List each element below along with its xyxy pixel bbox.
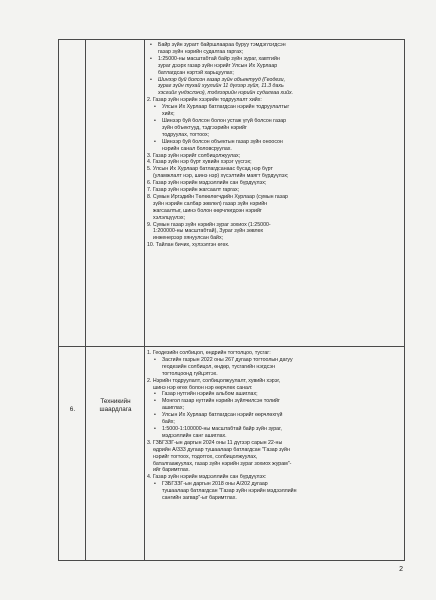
text-line: • Засгийн газрын 2022 оны 267 дугаар тогтоолын дагуу: [145, 357, 400, 364]
text-line: геодезийн солбицол, өндөр, тусгагийн нэгдсэн: [162, 363, 275, 370]
row-divider: [59, 346, 404, 347]
text-line: газар зүйн нэрийн судалгаа гаргах;: [158, 48, 244, 55]
text-line: • Улсын Их Хурлаар батлагдсан нэрийн тодруулалтыг: [145, 104, 400, 111]
lower-cell-content: [145, 350, 400, 502]
text-line: 4. Газар зүйн нэр бүрт хувийн хэрэг үүсгэх;: [147, 159, 252, 166]
upper-cell-content: [145, 42, 400, 249]
text-line: сангийн загвар"-ыг баримтлах.: [162, 495, 237, 502]
text-line: 1. Геодезийн солбицол, өндрийн тогтолцоо, тусгаг:: [147, 350, 271, 356]
text-line: хэсгийг үндэслэнэ), тэдгээрийн нэрийн судалгаа хийх.: [158, 90, 294, 97]
text-line: хэлэлцүүлэх;: [153, 214, 185, 221]
text-line: (уламжлалт нэр, шинэ нэр) хүсэлтийн маягт бүрдүүлэх;: [153, 173, 289, 180]
text-line: 6. Газар зүйн нэрийн мэдээллийн сан бүрдүүлэх;: [147, 180, 267, 187]
row-title: [86, 398, 145, 414]
page-number: 2: [399, 566, 403, 573]
text-line: 1:200000-ны масштабтай), Зураг зүйн зөвлөх: [153, 228, 264, 235]
requirements-table: [58, 39, 405, 561]
text-line: • Газар нутгийн нэрийн альбом ашиглах;: [145, 391, 400, 398]
text-line: • ГЗБГЗЗГ-ын даргын 2018 оны А/202 дугаар: [145, 481, 400, 488]
text-line: 3. ГЗБГЗЗГ-ын даргын 2024 оны 11 дүгээр сарын 22-ны: [147, 439, 283, 446]
text-line: шинэ нэр өгөх болон нэр өөрчлөх санал:: [153, 384, 253, 391]
text-line: • Шинээр буй болсон болон устаж үгүй болсон газар: [145, 118, 400, 125]
text-line: зүйн нэрийн салбар зөвлөл) газар зүйн нэрийн: [153, 200, 268, 207]
text-line: 3. Газар зүйн нэрийг солбицолжуулах;: [147, 152, 241, 159]
text-line: ийг баримтлах.: [153, 467, 190, 474]
text-line: • 1:5000-1:100000-ны масштабтай байр зүйн зураг,: [145, 426, 400, 433]
row-number: 6.: [69, 406, 76, 413]
column-divider: [85, 40, 86, 560]
text-line: • Байр зүйн зурагт байршлаараа буруу тэмдэглэгдсэн: [145, 42, 400, 49]
text-line: • Шинээр буй болсон газар зүйн объектууд (Геодези,: [145, 77, 400, 84]
text-line: нэрийг тогтоох, тодотгох, солбицолжуулах,: [153, 453, 258, 460]
text-line: зураг зүйн тухай хуулийн 11 дүгээр зүйл, 11.3 дахь: [158, 83, 284, 90]
text-line: жагсаалтыг, шинэ болон өөрчлөгдсөн нэрийг: [153, 207, 262, 214]
text-line: ашиглах;: [162, 405, 184, 412]
text-line: • 1:25000-ны масштабтай байр зүйн зураг, хавтгийн: [145, 56, 400, 63]
text-line: тогтолцоонд гүйцэтгэх.: [162, 370, 218, 377]
text-line: 7. Газар зүйн нэрийн жагсаалт гаргах;: [147, 187, 240, 194]
row-title-line: шаардлага: [99, 406, 132, 413]
text-line: мэдээллийн санг ашиглах.: [162, 432, 227, 439]
text-line: • Улсын Их Хурлаар батлагдсан нэрийг өөрчлөхгүй: [145, 412, 400, 419]
text-line: • Шинээр буй болсон объектын газар зүйн оноосон: [145, 139, 400, 146]
text-line: баталгаажуулах, газар зүйн нэрийн зураг зохиох журам"-: [153, 460, 292, 467]
text-line: 5. Улсын Их Хурлаар батлагдсанаас бусад нэр бүрт: [147, 166, 273, 173]
text-line: хийх;: [162, 111, 175, 118]
text-line: зураг дээрх газар зүйн нэрийг Улсын Их Хурлаар: [158, 62, 278, 69]
text-line: өдрийн А/333 дугаар тушаалаар батлагдсан "Газар зүйн: [153, 446, 290, 453]
text-line: тушаалаар батлагдсан "Газар зүйн нэрийн мэдээллийн: [162, 488, 297, 495]
text-line: 8. Сумын Иргэдийн Төлөөлөгчдийн Хурлаар (сумын газар: [147, 193, 288, 200]
text-line: инженерээр хянуулсан байх;: [153, 235, 224, 242]
text-line: 10. Тайлан бичих, хүлээлгэн өгөх.: [147, 242, 230, 249]
text-line: • Монгол газар нутгийн нэрийн зүйлчилсэн толийг: [145, 398, 400, 405]
text-line: нэрийн санал боловсруулах.: [162, 145, 232, 152]
text-line: 9. Сумын газар зүйн нэрийн зураг зохиох (1:25000-: [147, 221, 271, 228]
text-line: 4. Газар зүйн нэрийн мэдээллийн сан бүрдүүлэх:: [147, 474, 267, 481]
text-line: 2. Газар зүйн нэрийн хээрийн тодруулалт хийх:: [147, 97, 262, 104]
text-line: зүйн объектууд, тэдгээрийн нэрийг: [162, 124, 247, 131]
text-line: батлагдсан нэртэй харьцуулах;: [158, 69, 234, 76]
text-line: байх;: [162, 419, 175, 426]
row-title-line: Техникийн: [100, 398, 131, 405]
text-line: тодруулах, тогтоох;: [162, 131, 210, 138]
text-line: 2. Нэрийн тодруулалт, солбицолжуулалт, хувийн хэрэг,: [147, 377, 281, 384]
